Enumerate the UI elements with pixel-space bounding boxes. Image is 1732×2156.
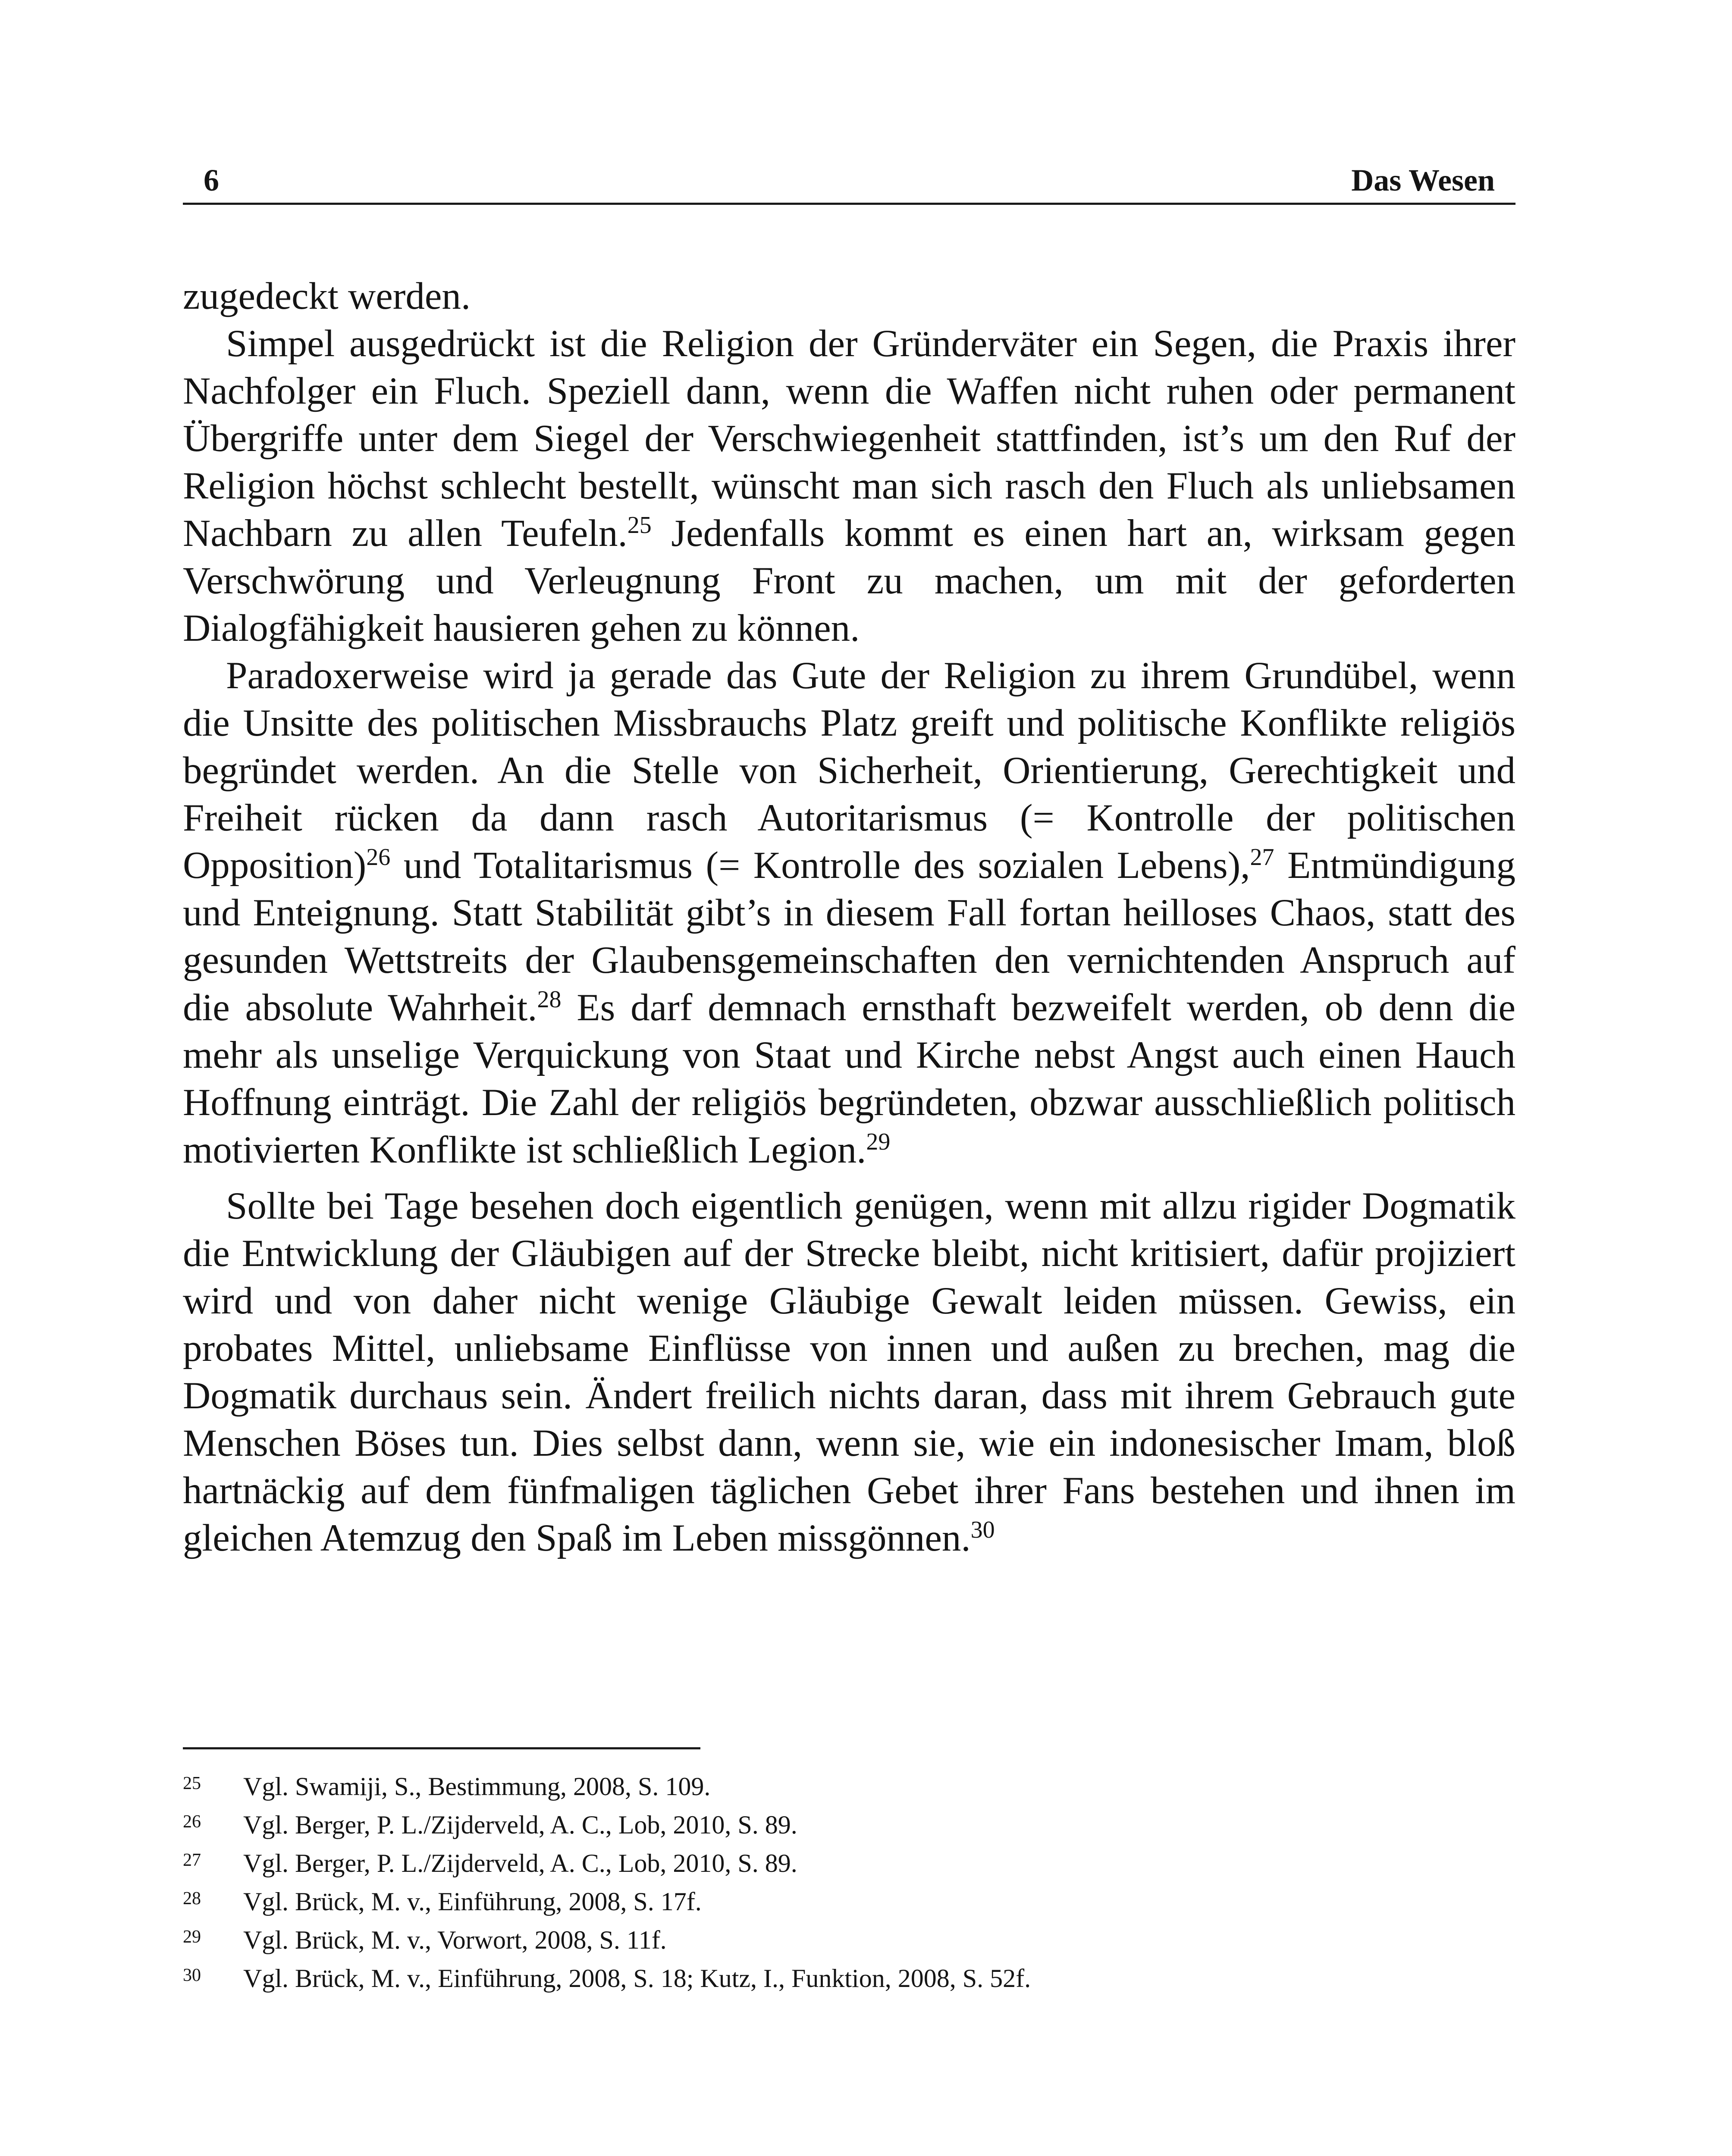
footnote [183,1961,1516,1999]
paragraph [183,652,1516,1174]
footnote-text: Vgl. Berger, P. L./Zijderveld, A. C., Lob, 2010, S. 89. [243,1811,797,1839]
footnote-text: Vgl. Brück, M. v., Einführung, 2008, S. 17f. [243,1887,702,1916]
footnote-number: 27 [183,1850,201,1870]
footnote-number: 26 [183,1812,201,1832]
paragraph-text: zugedeckt werden. [183,275,471,317]
footnote-text: Vgl. Berger, P. L./Zijderveld, A. C., Lob, 2010, S. 89. [243,1849,797,1877]
footnote-text: Vgl. Brück, M. v., Einführung, 2008, S. 18; Kutz, I., Funktion, 2008, S. 52f. [243,1964,1031,1993]
footnote-number: 28 [183,1889,201,1908]
page-header [183,160,1516,205]
paragraph [183,320,1516,652]
running-head: Das Wesen [1351,163,1495,197]
paragraph-text: Sollte bei Tage besehen doch eigentlich genügen, wenn mit allzu rigider Dogmatik die Entwicklung der Gläubigen auf der Strecke bleibt, nicht kritisiert, dafür projiziert wird und von daher nicht wenige Gläubige Gewalt leiden müssen. Gewiss, ein probates Mittel, unliebsame Einflüsse von innen und außen zu brechen, mag die Dogmatik durchaus sein. Ändert freilich nichts daran, dass mit ihrem Gebrauch gute Menschen Böses tun. Dies selbst dann, wenn sie, wie ein indonesischer Imam, bloß hartnäckig auf dem fünfmaligen täglichen Gebet ihrer Fans bestehen und ihnen im gleichen Atemzug den Spaß im Leben missgönnen. [183,1185,1516,1559]
footnote-reference[interactable]: 29 [866,1128,891,1155]
footnote [183,1807,1516,1846]
paragraph-text: Simpel ausgedrückt ist die Religion der Gründerväter ein Segen, die Praxis ihrer Nachfolger ein Fluch. Speziell dann, wenn die Waffen nicht ruhen oder permanent Übergriffe unter dem Siegel der Verschwiegenheit stattfinden, ist’s um den Ruf der Religion höchst schlecht bestellt, wünscht man sich rasch den Fluch als unliebsamen Nachbarn zu allen Teufeln. [183,323,1516,555]
footnote [183,1922,1516,1961]
footnote-reference[interactable]: 30 [970,1517,995,1543]
paragraph-text: und Totalitarismus (= Kontrolle des sozialen Lebens), [390,844,1250,887]
footnote-reference[interactable]: 27 [1250,844,1274,871]
body-text [183,273,1516,1562]
footnote-reference[interactable]: 25 [627,512,652,539]
footnote-text: Vgl. Swamiji, S., Bestimmung, 2008, S. 109. [243,1772,711,1801]
footnote-number: 25 [183,1774,201,1793]
page-number: 6 [204,163,219,197]
paragraph-text: Paradoxerweise wird ja gerade das Gute der Religion zu ihrem Grundübel, wenn die Unsitte des politischen Missbrauchs Platz greift und politische Konflikte religiös begründet werden. An die Stelle von Sicherheit, Orientierung, Gerechtigkeit und Freiheit rücken da dann rasch Autoritarismus (= Kontrolle der politischen Opposition) [183,655,1516,887]
footnote-reference[interactable]: 26 [366,844,391,871]
footnote [183,1846,1516,1884]
paragraph-text: Entmündigung und Enteignung. Statt Stabilität gibt’s in diesem Fall fortan heilloses Chaos, statt des gesunden Wettstreits der Glaubensgemeinschaften den vernichtenden Anspruch auf die absolute Wahrheit. [183,844,1516,1029]
paragraph [183,1182,1516,1562]
paragraph [183,273,1516,320]
footnote-separator [183,1747,700,1749]
footnote-reference[interactable]: 28 [537,986,562,1013]
paragraph-text: Jedenfalls kommt es einen hart an, wirksam gegen Verschwörung und Verleugnung Front zu machen, um mit der geforderten Dialogfähigkeit hausieren gehen zu können. [183,512,1516,649]
footnote [183,1769,1516,1807]
footnotes [183,1769,1516,1999]
paragraph-text: Es darf demnach ernsthaft bezweifelt werden, ob denn die mehr als unselige Verquickung von Staat und Kirche nebst Angst auch einen Hauch Hoffnung einträgt. Die Zahl der religiös begründeten, obzwar ausschließlich politisch motivierten Konflikte ist schließlich Legion. [183,987,1516,1171]
footnote-number: 30 [183,1965,201,1985]
footnote-number: 29 [183,1927,201,1947]
footnote [183,1884,1516,1922]
footnote-text: Vgl. Brück, M. v., Vorwort, 2008, S. 11f. [243,1926,667,1954]
